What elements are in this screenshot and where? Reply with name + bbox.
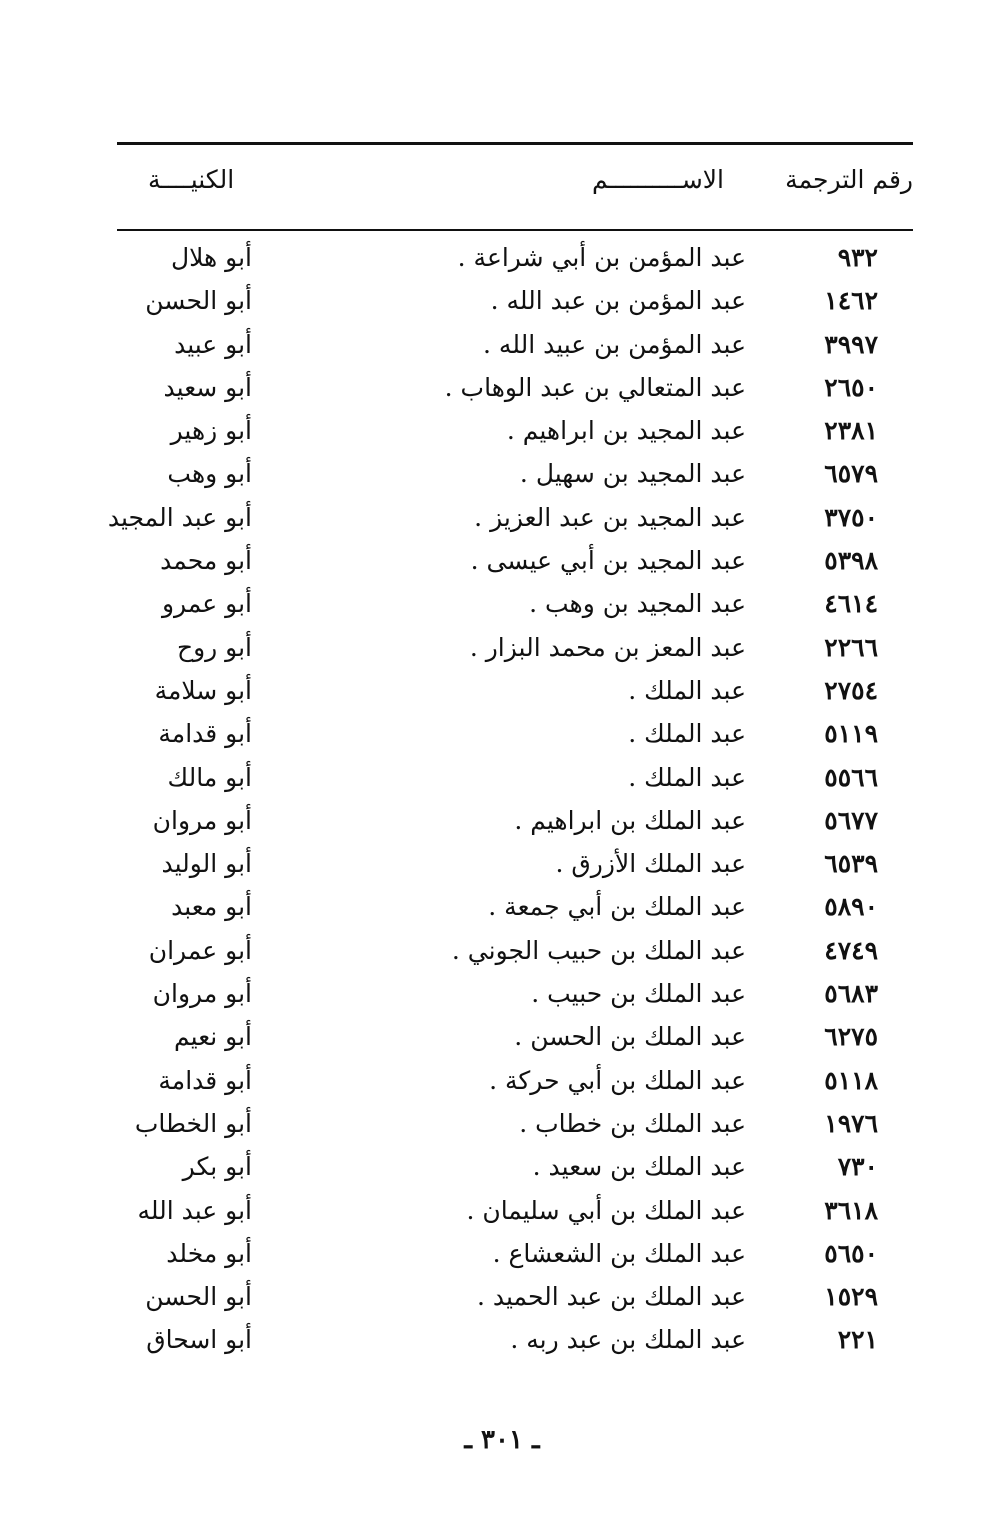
narrator-kunya: أبو سعيد [163, 372, 252, 402]
narrator-kunya: أبو محمد [160, 546, 252, 576]
translation-number: ٥١١٨ [824, 1065, 878, 1095]
table-row [0, 238, 1004, 281]
narrator-kunya: أبو مروان [152, 979, 252, 1009]
narrator-kunya: أبو عبيد [174, 329, 252, 359]
translation-number: ٩٣٢ [837, 243, 878, 272]
table-row [0, 758, 1004, 801]
translation-number: ١٩٧٦ [824, 1108, 878, 1138]
narrator-kunya: أبو هلال [170, 243, 252, 272]
narrator-name: عبد الملك بن خطاب . [519, 1108, 746, 1138]
narrator-kunya: أبو الحسن [145, 286, 252, 316]
narrator-name: عبد الملك بن حبيب . [531, 979, 746, 1009]
narrator-name: عبد الملك الأزرق . [555, 849, 746, 879]
narrator-kunya: أبو بكر [182, 1152, 252, 1182]
column-header-name: الاســــــــــم [591, 165, 724, 194]
narrator-kunya: أبو الحسن [145, 1282, 252, 1312]
narrator-kunya: أبو معبد [171, 892, 252, 922]
translation-number: ٣٧٥٠ [824, 502, 878, 532]
narrator-name: عبد الملك . [628, 675, 746, 705]
table-row [0, 801, 1004, 844]
page-number: ـ ٣٠١ ـ [464, 1425, 540, 1455]
table-row [0, 1147, 1004, 1190]
translation-number: ٦٢٧٥ [824, 1022, 878, 1052]
narrator-kunya: أبو اسحاق [146, 1325, 252, 1355]
translation-number: ٣٩٩٧ [824, 329, 878, 359]
table-row [0, 887, 1004, 930]
table-row [0, 931, 1004, 974]
table-row [0, 974, 1004, 1017]
narrator-kunya: أبو روح [176, 632, 252, 662]
translation-number: ٥٦٨٣ [824, 979, 878, 1009]
table-row [0, 1191, 1004, 1234]
narrator-kunya: أبو الوليد [161, 849, 252, 879]
narrator-name: عبد الملك بن حبيب الجوني . [451, 935, 746, 965]
translation-number: ١٤٦٢ [824, 286, 878, 316]
narrator-name: عبد الملك . [628, 719, 746, 749]
translation-number: ٥٨٩٠ [824, 892, 878, 922]
narrator-name: عبد المجيد بن وهب . [529, 589, 746, 619]
narrator-kunya: أبو مالك [167, 762, 252, 792]
table-row [0, 454, 1004, 497]
column-header-translation-number: رقم الترجمة [785, 165, 913, 194]
table-row [0, 498, 1004, 541]
table-row [0, 584, 1004, 627]
narrator-name: عبد المجيد بن عبد العزيز . [474, 502, 746, 532]
table-row [0, 411, 1004, 454]
narrator-name: عبد الملك بن سعيد . [532, 1152, 746, 1182]
translation-number: ٢٣٨١ [824, 416, 878, 446]
table-row [0, 1061, 1004, 1104]
table-row [0, 844, 1004, 887]
translation-number: ٢٦٥٠ [824, 372, 878, 402]
narrator-name: عبد المجيد بن ابراهيم . [506, 416, 746, 446]
translation-number: ٥٦٥٠ [824, 1238, 878, 1268]
table-row [0, 1277, 1004, 1320]
narrator-kunya: أبو قدامة [158, 1065, 252, 1095]
table-row [0, 714, 1004, 757]
narrator-name: عبد المؤمن بن عبيد الله . [483, 329, 746, 359]
table-row [0, 368, 1004, 411]
table-row [0, 1017, 1004, 1060]
narrator-name: عبد المؤمن بن عبد الله . [490, 286, 746, 316]
narrator-kunya: أبو زهير [170, 416, 252, 446]
translation-number: ٥٥٦٦ [824, 762, 878, 792]
translation-number: ١٥٢٩ [824, 1282, 878, 1312]
table-row [0, 628, 1004, 671]
translation-number: ٣٦١٨ [824, 1195, 878, 1225]
narrator-name: عبد الملك بن أبي جمعة . [488, 892, 746, 922]
narrator-name: عبد الملك بن الحسن . [514, 1022, 746, 1052]
narrator-kunya: أبو عمران [148, 935, 252, 965]
translation-number: ٦٥٧٩ [824, 459, 878, 489]
narrator-kunya: أبو مروان [152, 805, 252, 835]
table-row [0, 541, 1004, 584]
narrator-kunya: أبو عبد المجيد [107, 502, 252, 532]
narrator-kunya: أبو قدامة [158, 719, 252, 749]
narrator-name: عبد الملك . [628, 762, 746, 792]
table-row [0, 281, 1004, 324]
table-row [0, 671, 1004, 714]
table-row [0, 325, 1004, 368]
translation-number: ٧٣٠ [837, 1152, 878, 1182]
narrator-kunya: أبو وهب [167, 459, 252, 489]
translation-number: ٦٥٣٩ [824, 849, 878, 879]
table-row [0, 1320, 1004, 1363]
narrator-name: عبد الملك بن ابراهيم . [514, 805, 746, 835]
table-row [0, 1104, 1004, 1147]
narrator-name: عبد المتعالي بن عبد الوهاب . [444, 372, 746, 402]
narrator-kunya: أبو الخطاب [134, 1108, 252, 1138]
narrator-kunya: أبو نعيم [174, 1022, 252, 1052]
translation-number: ٤٦١٤ [824, 589, 878, 619]
index-table-body [0, 238, 1004, 1364]
narrator-name: عبد المجيد بن أبي عيسى . [470, 546, 746, 576]
narrator-name: عبد الملك بن عبد ربه . [510, 1325, 746, 1355]
narrator-kunya: أبو مخلد [166, 1238, 252, 1268]
narrator-name: عبد الملك بن أبي سليمان . [466, 1195, 746, 1225]
translation-number: ٥٣٩٨ [824, 546, 878, 576]
narrator-name: عبد الملك بن عبد الحميد . [476, 1282, 746, 1312]
narrator-kunya: أبو عمرو [161, 589, 252, 619]
narrator-kunya: أبو عبد الله [137, 1195, 252, 1225]
narrator-name: عبد المعز بن محمد البزار . [469, 632, 746, 662]
header-bottom-rule [117, 229, 913, 231]
narrator-kunya: أبو سلامة [154, 675, 252, 705]
translation-number: ٢٧٥٤ [824, 675, 878, 705]
table-row [0, 1234, 1004, 1277]
translation-number: ٥١١٩ [824, 719, 878, 749]
translation-number: ٤٧٤٩ [824, 935, 878, 965]
translation-number: ٢٢١ [837, 1325, 878, 1355]
translation-number: ٢٢٦٦ [824, 632, 878, 662]
narrator-name: عبد الملك بن الشعشاع . [492, 1238, 746, 1268]
translation-number: ٥٦٧٧ [824, 805, 878, 835]
column-header-kunya: الكنيــــة [148, 165, 235, 194]
narrator-name: عبد المجيد بن سهيل . [519, 459, 746, 489]
header-top-rule [117, 142, 913, 145]
narrator-name: عبد الملك بن أبي حركة . [489, 1065, 746, 1095]
narrator-name: عبد المؤمن بن أبي شراعة . [457, 243, 746, 272]
